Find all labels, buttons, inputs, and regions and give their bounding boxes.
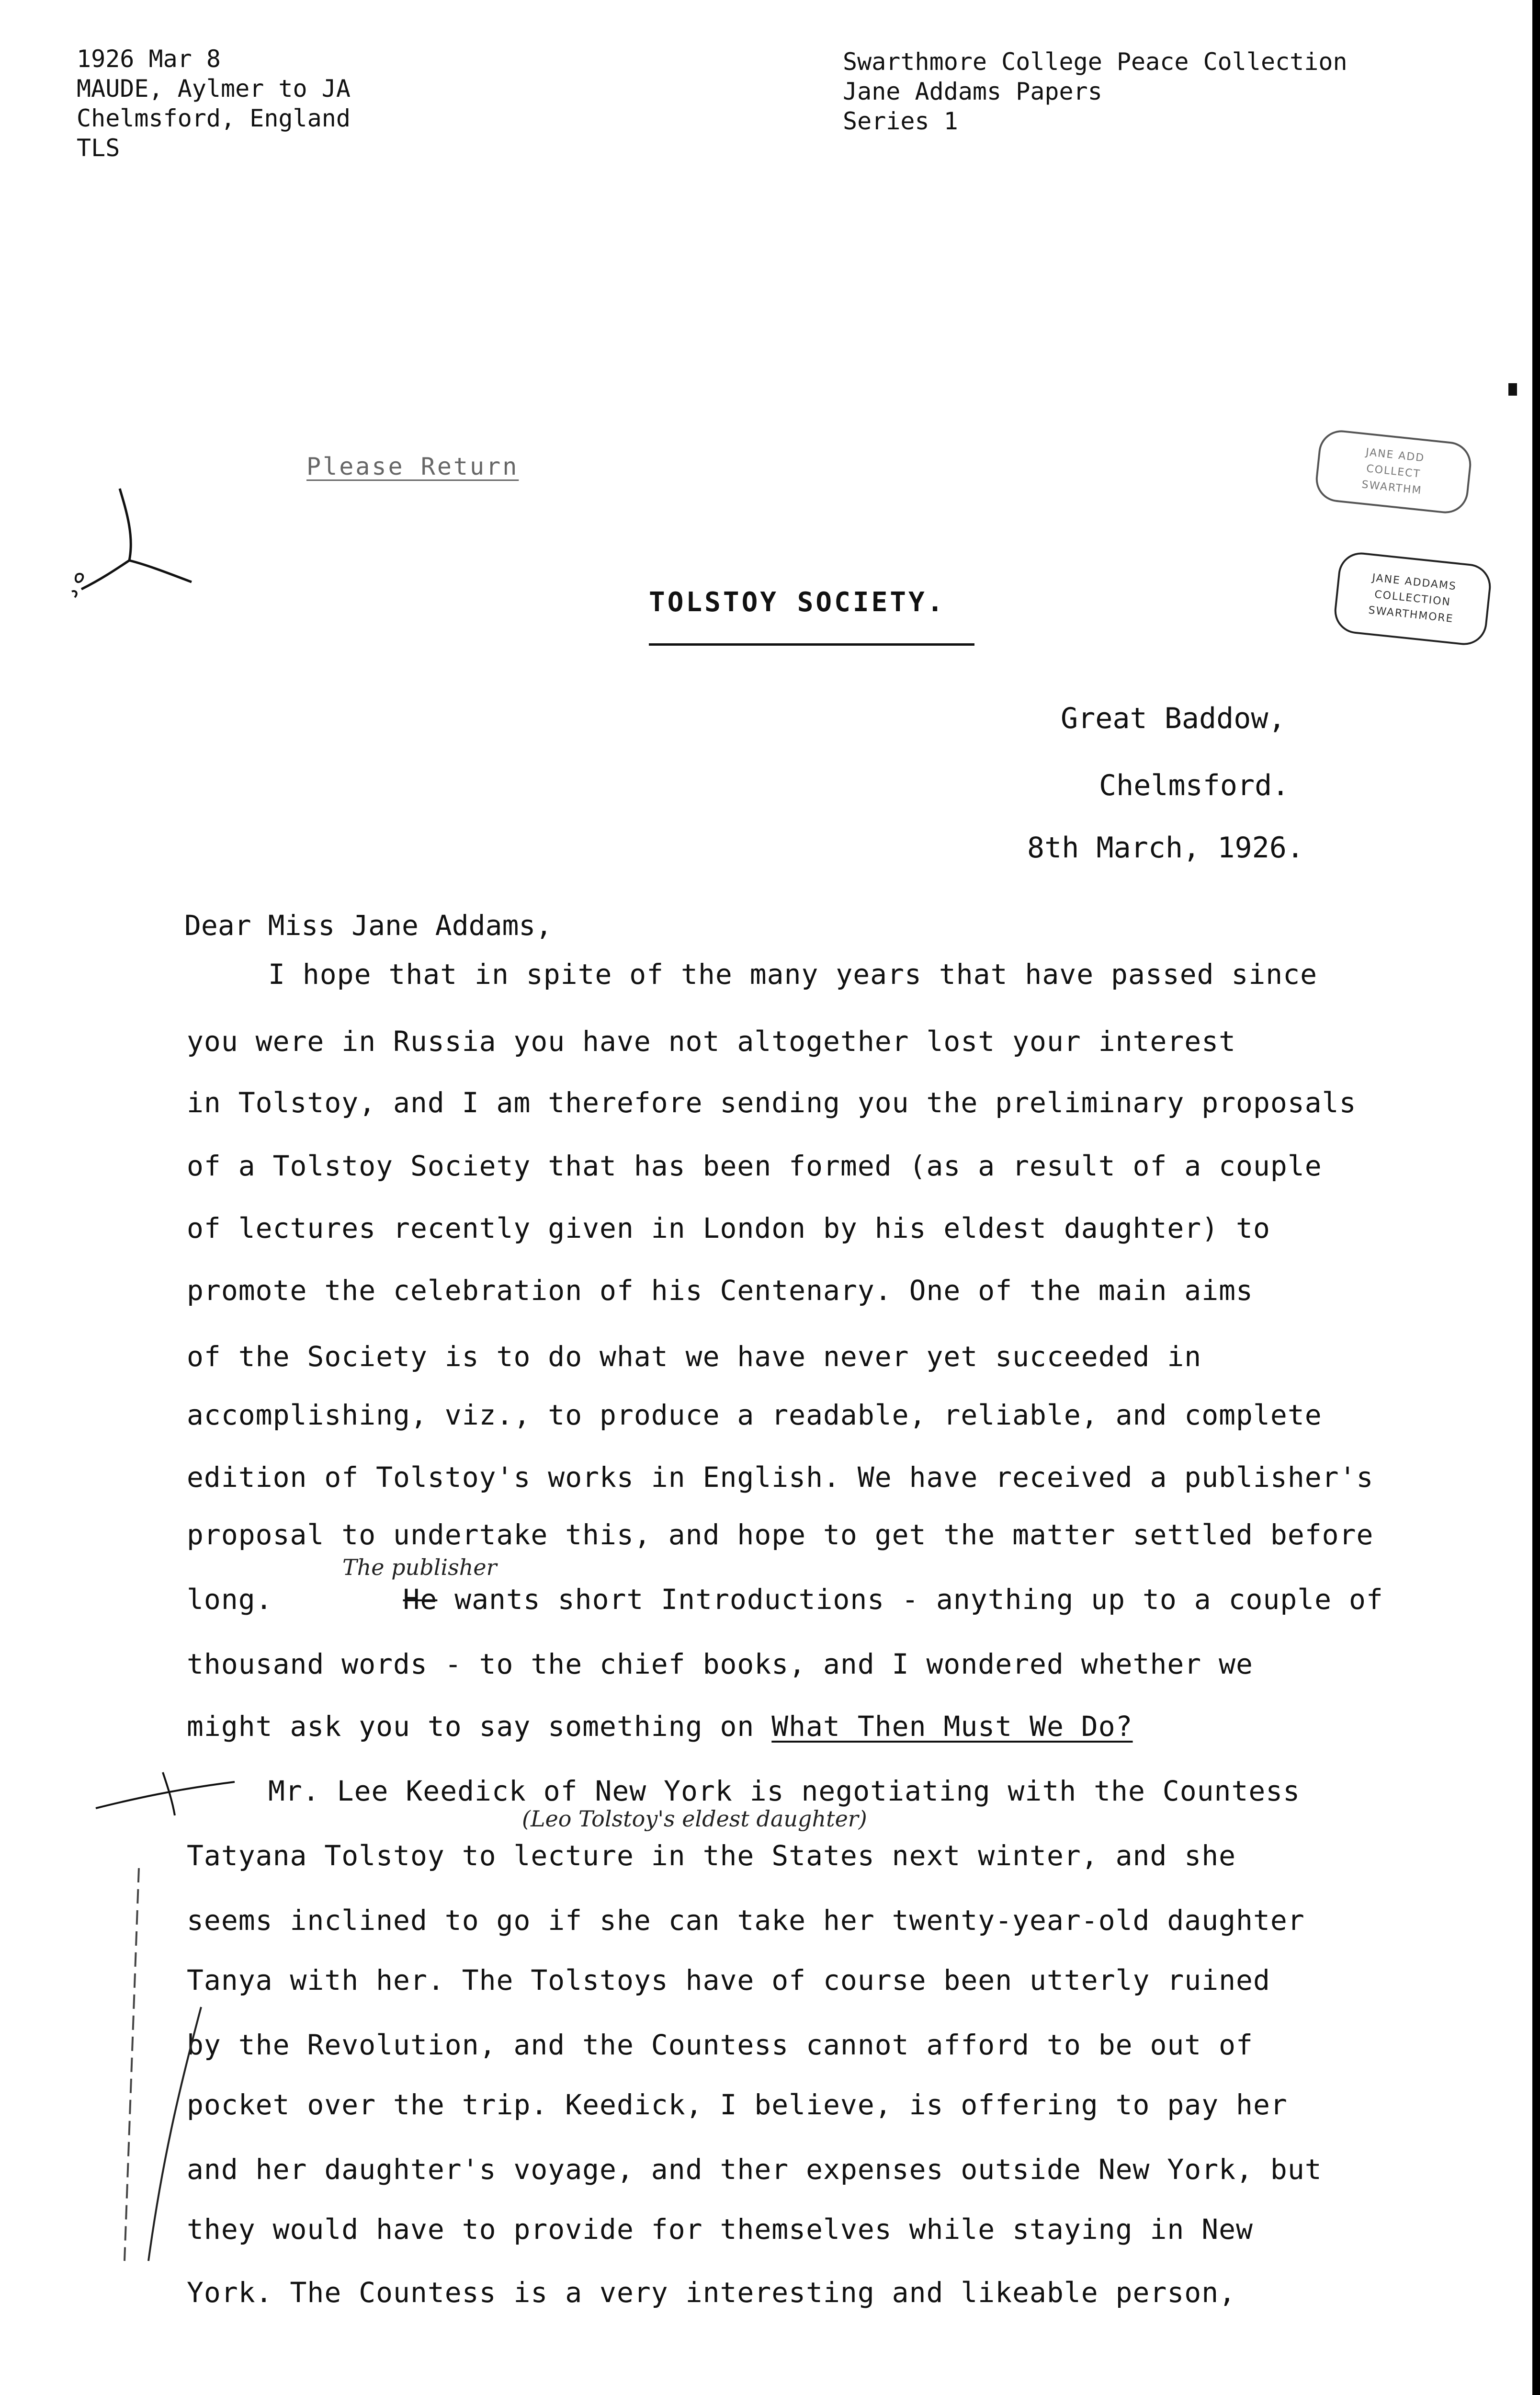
body-line: Tanya with her. The Tolstoys have of course been utterly ruined — [187, 1964, 1270, 1996]
body-line: I hope that in spite of the many years that have passed since — [268, 958, 1318, 991]
address-line: Chelmsford. — [1099, 769, 1290, 802]
body-line: you were in Russia you have not altogether lost your interest — [187, 1025, 1236, 1058]
body-line: York. The Countess is a very interesting and likeable person, — [187, 2276, 1236, 2309]
book-title: What Then Must We Do? — [771, 1710, 1133, 1743]
stamp-line: COLLECT — [1366, 463, 1421, 480]
body-line: edition of Tolstoy's works in English. We have received a publisher's — [187, 1461, 1374, 1494]
body-line: of the Society is to do what we have never yet succeeded in — [187, 1340, 1202, 1373]
body-line: proposal to undertake this, and hope to get the matter settled before — [187, 1518, 1374, 1551]
handwritten-insert-daughter: (Leo Tolstoy's eldest daughter) — [522, 1806, 867, 1832]
archive-stamp-faded — [1314, 428, 1473, 516]
stamp-line: SWARTHM — [1361, 479, 1423, 497]
text-run: long. — [187, 1583, 273, 1616]
body-line: of a Tolstoy Society that has been formed (as a result of a couple — [187, 1150, 1322, 1182]
collection-papers: Jane Addams Papers — [843, 78, 1102, 105]
stamp-line: COLLECTION — [1374, 588, 1451, 609]
letter-date: 8th March, 1926. — [1027, 831, 1304, 865]
address-line: Great Baddow, — [1061, 702, 1286, 735]
please-return-note: Please Return — [306, 453, 519, 480]
body-line: they would have to provide for themselves while staying in New — [187, 2213, 1253, 2246]
stamp-line: JANE ADD — [1365, 446, 1426, 465]
body-line: thousand words - to the chief books, and I wondered whether we — [187, 1648, 1253, 1680]
body-line: pocket over the trip. Keedick, I believe, is offering to pay her — [187, 2088, 1288, 2121]
body-line: promote the celebration of his Centenary. One of the main aims — [187, 1274, 1253, 1307]
body-line: Tatyana Tolstoy to lecture in the States next winter, and she — [187, 1839, 1236, 1872]
stamp-line: SWARTHMORE — [1368, 604, 1454, 626]
handwritten-insert-publisher: The publisher — [342, 1554, 497, 1580]
body-line: in Tolstoy, and I am therefore sending you the preliminary proposals — [187, 1086, 1357, 1119]
body-line: of lectures recently given in London by his eldest daughter) to — [187, 1212, 1270, 1244]
body-line: accomplishing, viz., to produce a readable, reliable, and complete — [187, 1399, 1322, 1431]
archive-citation — [77, 44, 351, 163]
stamp-line: JANE ADDAMS — [1371, 572, 1457, 593]
margin-arrow-icon — [91, 1763, 239, 1820]
struck-word: He — [403, 1583, 438, 1616]
citation-date: 1926 Mar 8 — [77, 45, 221, 73]
body-line: Mr. Lee Keedick of New York is negotiating with the Countess — [268, 1775, 1301, 1807]
citation-format: TLS — [77, 134, 120, 162]
collection-name: Swarthmore College Peace Collection — [843, 48, 1348, 76]
archive-stamp — [1332, 550, 1493, 648]
margin-tick-icon — [62, 479, 206, 613]
citation-correspondents: MAUDE, Aylmer to JA — [77, 75, 351, 103]
archive-collection — [843, 47, 1348, 136]
title-rule — [649, 643, 974, 646]
letterhead-title: TOLSTOY SOCIETY. — [649, 587, 946, 618]
body-line: seems inclined to go if she can take her twenty-year-old daughter — [187, 1904, 1305, 1937]
body-line: and her daughter's voyage, and ther expenses outside New York, but — [187, 2153, 1322, 2186]
body-line-might — [187, 1710, 1133, 1743]
salutation: Dear Miss Jane Addams, — [184, 909, 553, 942]
body-line: by the Revolution, and the Countess cannot afford to be out of — [187, 2029, 1253, 2061]
body-line-long — [187, 1583, 1383, 1616]
margin-pencil-lines — [91, 1868, 215, 2270]
text-run: wants short Introductions - anything up to a couple of — [454, 1583, 1383, 1616]
citation-place: Chelmsford, England — [77, 104, 351, 132]
text-run: might ask you to say something on — [187, 1710, 755, 1743]
collection-series: Series 1 — [843, 107, 958, 135]
edge-artifact — [1508, 383, 1517, 396]
